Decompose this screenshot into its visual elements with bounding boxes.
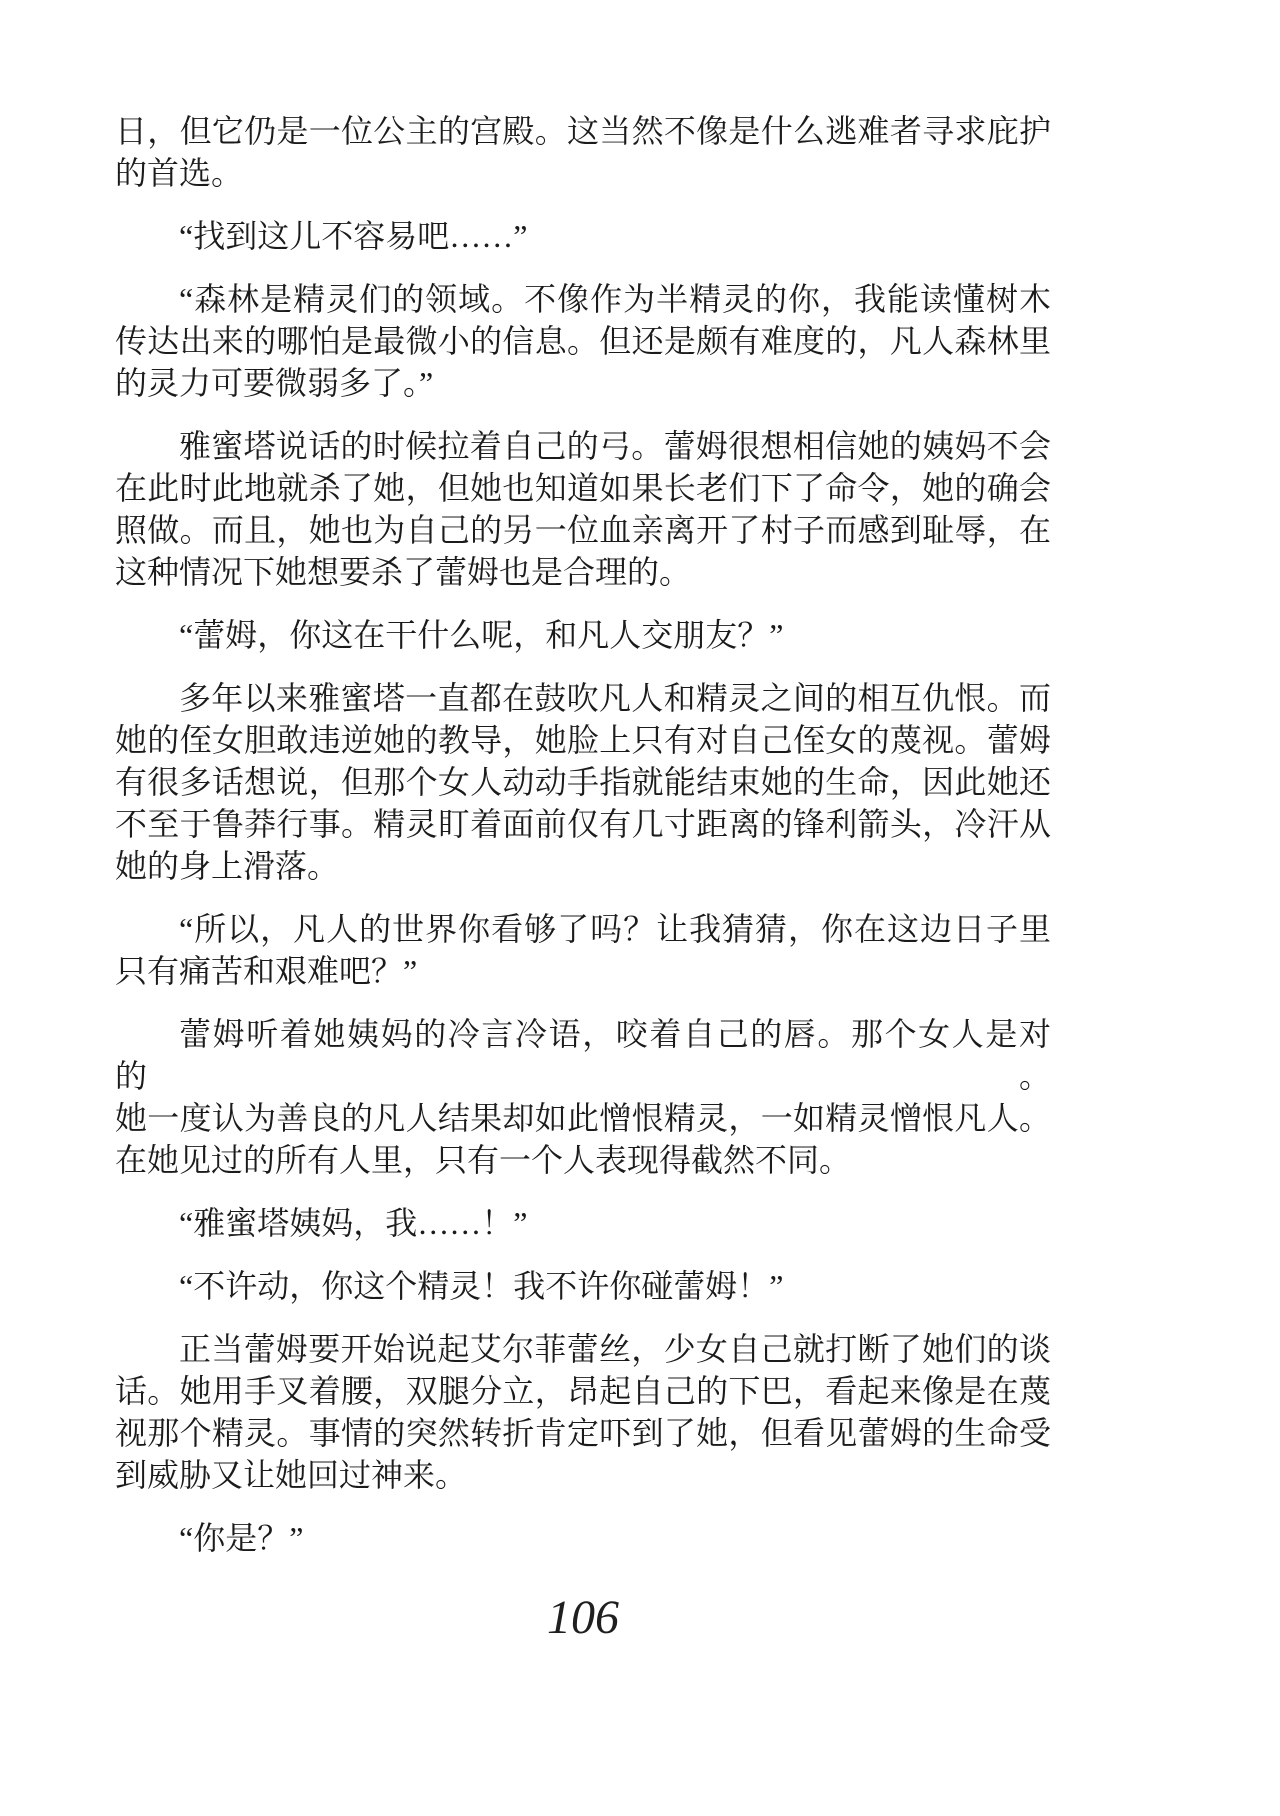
text-line: 的灵力可要微弱多了。” xyxy=(115,365,434,401)
text-line: 到威胁又让她回过神来。 xyxy=(115,1457,468,1493)
paragraph xyxy=(115,614,1051,656)
text-line: 视那个精灵。事情的突然转折肯定吓到了她，但看见蕾姆的生命受 xyxy=(115,1415,1051,1451)
paragraph xyxy=(115,215,1051,257)
page-text xyxy=(115,110,1051,1559)
text-line: 在她见过的所有人里，只有一个人表现得截然不同。 xyxy=(115,1142,852,1178)
text-line: “蕾姆，你这在干什么呢，和凡人交朋友？” xyxy=(179,617,784,653)
paragraph xyxy=(115,1202,1051,1244)
paragraph xyxy=(115,1328,1051,1496)
text-line: 蕾姆听着她姨妈的冷言冷语，咬着自己的唇。那个女人是对的。 xyxy=(115,1016,1051,1094)
text-line: 只有痛苦和艰难吧？” xyxy=(115,953,418,989)
text-line: 这种情况下她想要杀了蕾姆也是合理的。 xyxy=(115,554,692,590)
text-line: 雅蜜塔说话的时候拉着自己的弓。蕾姆很想相信她的姨妈不会 xyxy=(179,428,1051,464)
text-line: “找到这儿不容易吧……” xyxy=(179,218,528,254)
text-line: 她的身上滑落。 xyxy=(115,848,340,884)
text-line: 传达出来的哪怕是最微小的信息。但还是颇有难度的，凡人森林里 xyxy=(115,323,1051,359)
text-line: “雅蜜塔姨妈，我……！” xyxy=(179,1205,528,1241)
text-line: 多年以来雅蜜塔一直都在鼓吹凡人和精灵之间的相互仇恨。而 xyxy=(179,680,1051,716)
paragraph xyxy=(115,1013,1051,1181)
paragraph xyxy=(115,677,1051,887)
text-line: 她一度认为善良的凡人结果却如此憎恨精灵，一如精灵憎恨凡人。 xyxy=(115,1100,1051,1136)
text-line: 话。她用手叉着腰，双腿分立，昂起自己的下巴，看起来像是在蔑 xyxy=(115,1373,1051,1409)
text-line: 有很多话想说，但那个女人动动手指就能结束她的生命，因此她还 xyxy=(115,764,1051,800)
paragraph xyxy=(115,908,1051,992)
text-line: “森林是精灵们的领域。不像作为半精灵的你，我能读懂树木 xyxy=(179,281,1051,317)
page-number: 106 xyxy=(547,1591,619,1644)
text-line: 的首选。 xyxy=(115,155,244,191)
paragraph xyxy=(115,1517,1051,1559)
text-line: “不许动，你这个精灵！我不许你碰蕾姆！” xyxy=(179,1268,784,1304)
text-line: 正当蕾姆要开始说起艾尔菲蕾丝，少女自己就打断了她们的谈 xyxy=(179,1331,1051,1367)
text-line: 不至于鲁莽行事。精灵盯着面前仅有几寸距离的锋利箭头，冷汗从 xyxy=(115,806,1051,842)
paragraph xyxy=(115,1265,1051,1307)
paragraph xyxy=(115,425,1051,593)
paragraph xyxy=(115,110,1051,194)
text-line: 照做。而且，她也为自己的另一位血亲离开了村子而感到耻辱，在 xyxy=(115,512,1051,548)
text-line: 她的侄女胆敢违逆她的教导，她脸上只有对自己侄女的蔑视。蕾姆 xyxy=(115,722,1051,758)
text-line: 日，但它仍是一位公主的宫殿。这当然不像是什么逃难者寻求庇护 xyxy=(115,113,1051,149)
text-line: “所以，凡人的世界你看够了吗？让我猜猜，你在这边日子里 xyxy=(179,911,1051,947)
text-line: “你是？” xyxy=(179,1520,304,1556)
text-line: 在此时此地就杀了她，但她也知道如果长老们下了命令，她的确会 xyxy=(115,470,1051,506)
paragraph xyxy=(115,278,1051,404)
